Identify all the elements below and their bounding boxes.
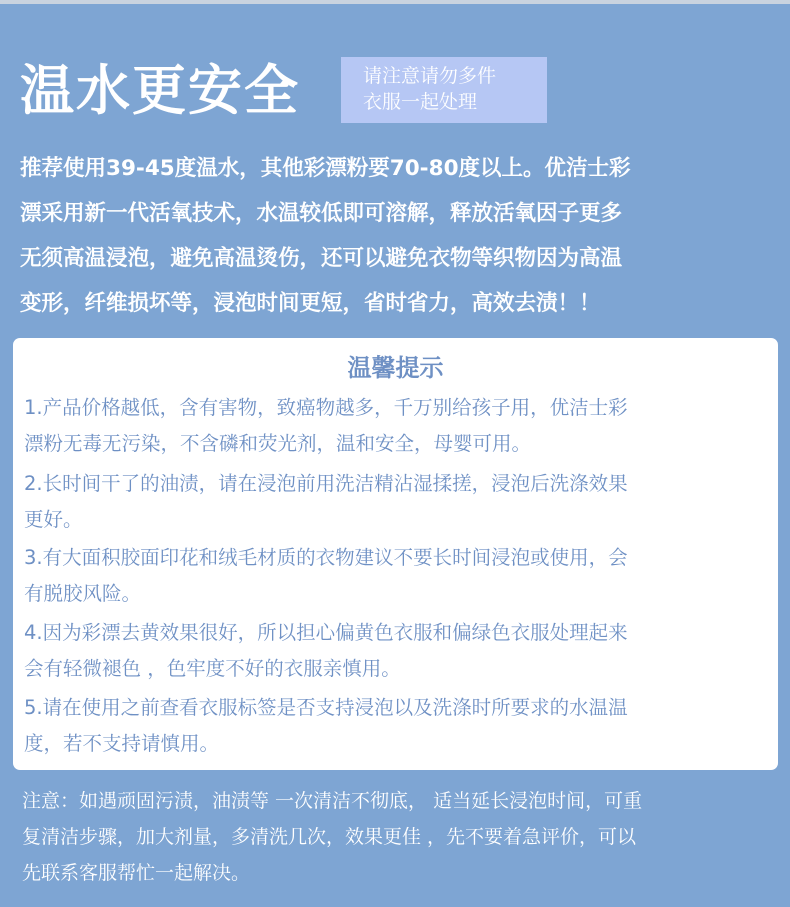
tip-line: 更好。 [24,508,83,531]
tips-heading: 温馨提示 [347,354,444,382]
tip-line: 有脱胶风险。 [24,582,142,605]
footer-line: 注意：如遇顽固污渍，油渍等 一次清洁不彻底， 适当延长浸泡时间，可重 [22,790,643,812]
tip-item [24,390,769,462]
tip-item [24,690,769,762]
page-title: 温水更安全 [20,59,300,122]
tip-line: 3.有大面积胶面印花和绒毛材质的衣物建议不要长时间浸泡或使用，会 [24,546,628,569]
tip-line: 会有轻微褪色 ，色牢度不好的衣服亲慎用。 [24,657,401,680]
tip-line: 1.产品价格越低，含有害物，致癌物越多，千万别给孩子用，优洁士彩 [24,396,628,419]
intro-line: 漂采用新一代活氧技术，水温较低即可溶解，释放活氧因子更多 [20,201,623,226]
tip-line: 4.因为彩漂去黄效果很好，所以担心偏黄色衣服和偏绿色衣服处理起来 [24,621,628,644]
tip-item [24,540,769,612]
footer-line: 先联系客服帮忙一起解决。 [22,862,251,884]
tip-item [24,615,769,687]
top-divider [0,0,790,4]
tip-line: 5.请在使用之前查看衣服标签是否支持浸泡以及洗涤时所要求的水温温 [24,696,628,719]
intro-paragraph [20,146,780,326]
footer-line: 复清洁步骤，加大剂量，多清洗几次，效果更佳 ，先不要着急评价，可以 [22,826,637,848]
intro-line: 无须高温浸泡，避免高温烫伤，还可以避免衣物等织物因为高温 [20,246,623,271]
tip-line: 漂粉无毒无污染，不含磷和荧光剂，温和安全，母婴可用。 [24,432,532,455]
notice-line: 衣服一起处理 [363,91,478,113]
tip-line: 度，若不支持请慎用。 [24,732,220,755]
tip-line: 2.长时间干了的油渍，请在浸泡前用洗洁精沾湿揉搓，浸泡后洗涤效果 [24,472,628,495]
intro-line: 推荐使用39-45度温水，其他彩漂粉要70-80度以上。优洁士彩 [20,156,631,181]
footer-note [22,783,782,891]
notice-badge [341,57,547,123]
tips-card [13,338,778,770]
notice-line: 请注意请勿多件 [363,65,497,87]
tip-item [24,466,769,538]
intro-line: 变形，纤维损坏等，浸泡时间更短，省时省力，高效去渍！！ [20,291,601,316]
